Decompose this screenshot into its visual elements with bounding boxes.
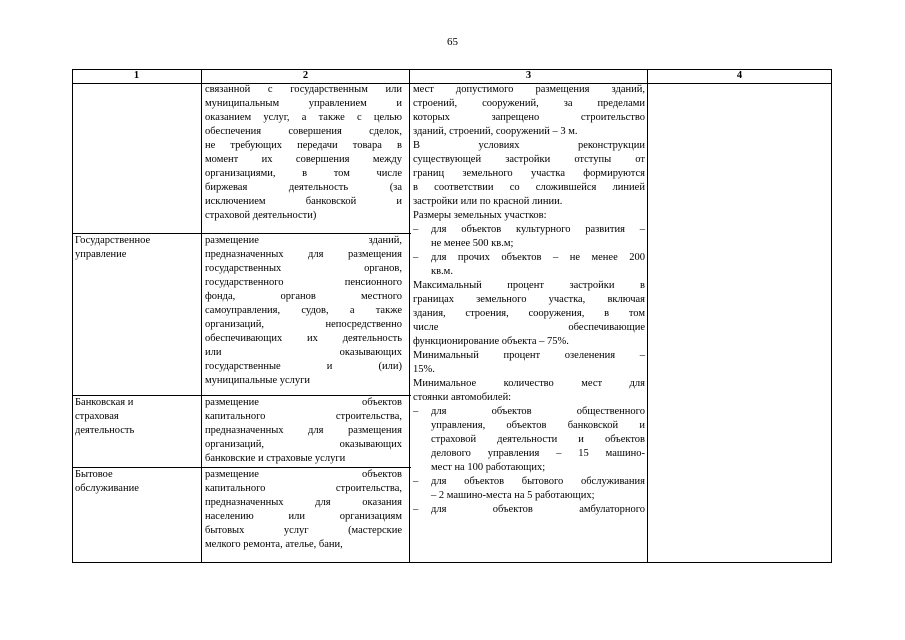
column-header-3: 3	[525, 70, 532, 81]
text-line: муниципальные услуги	[205, 375, 311, 386]
text-line: обеспечения совершения сделок,	[205, 126, 402, 137]
text-line: государственного пенсионного	[205, 277, 402, 288]
text-line: функционирование объекта – 75%.	[413, 336, 569, 347]
table-border-left	[72, 69, 73, 563]
text-line: фонда, органов местного	[205, 291, 402, 302]
text-line: для объектов культурного развития –	[431, 224, 645, 235]
dash-marker: –	[413, 406, 419, 417]
text-line: для объектов общественного	[431, 406, 645, 417]
text-line: строений, сооружений, за пределами	[413, 98, 645, 109]
text-line: 15%.	[413, 364, 435, 375]
text-line: оказанием услуг, а также с целью	[205, 112, 402, 123]
column-divider	[409, 69, 410, 563]
text-line: мелкого ремонта, ателье, бани,	[205, 539, 343, 550]
column-divider	[647, 69, 648, 563]
page-number: 65	[447, 36, 458, 48]
description-text	[205, 234, 402, 388]
text-line: в соответствии со сложившейся линией	[413, 182, 645, 193]
text-line: Минимальный процент озеленения –	[413, 350, 645, 361]
text-line: границ земельного участка формируются	[413, 168, 645, 179]
text-line: страховой деятельности)	[205, 210, 317, 221]
text-line: застройки или по красной линии.	[413, 196, 563, 207]
text-line: предназначенных для размещения	[205, 249, 402, 260]
text-line: стоянки автомобилей:	[413, 392, 512, 403]
text-line: здания, строения, сооружения, в том	[413, 308, 645, 319]
text-line: государственных органов,	[205, 263, 402, 274]
dash-marker: –	[413, 504, 419, 515]
description-text	[205, 396, 402, 466]
text-line: для объектов амбулаторного	[431, 504, 645, 515]
text-line: момент их совершения между	[205, 154, 402, 165]
text-line: мест допустимого размещения зданий,	[413, 84, 645, 95]
text-line: предназначенных для размещения	[205, 425, 402, 436]
row-name-gov: Государственное управление	[75, 235, 151, 260]
text-line: предназначенных для оказания	[205, 497, 402, 508]
regulation-table	[72, 69, 832, 563]
text-line: биржевая деятельность (за	[205, 182, 402, 193]
text-line: государственные и (или)	[205, 361, 402, 372]
text-line: которых запрещено строительство	[413, 112, 645, 123]
text-line: бытовых услуг (мастерские	[205, 525, 402, 536]
column-header-2: 2	[302, 70, 309, 81]
text-line: границах земельного участка, включая	[413, 294, 645, 305]
text-line: Минимальное количество мест для	[413, 378, 645, 389]
text-line: размещение объектов	[205, 469, 402, 480]
text-line: кв.м.	[431, 266, 453, 277]
text-line: размещение объектов	[205, 397, 402, 408]
text-line: исключением банковской и	[205, 196, 402, 207]
column-divider	[201, 69, 202, 563]
text-line: капитального строительства,	[205, 411, 402, 422]
text-line: Размеры земельных участков:	[413, 210, 547, 221]
description-text	[205, 468, 402, 552]
text-line: банковские и страховые услуги	[205, 453, 346, 464]
text-line: организаций, оказывающих	[205, 439, 402, 450]
text-line: страховой деятельности и объектов	[431, 434, 645, 445]
text-line: капитального строительства,	[205, 483, 402, 494]
text-line: или оказывающих	[205, 347, 402, 358]
table-border-bottom	[72, 562, 832, 563]
text-line: организациями, в том числе	[205, 168, 402, 179]
text-line: не требующих передачи товара в	[205, 140, 402, 151]
table-border-right	[831, 69, 832, 563]
dash-marker: –	[413, 252, 419, 263]
text-line: связанной с государственным или	[205, 84, 402, 95]
text-line: не менее 500 кв.м;	[431, 238, 514, 249]
text-line: обеспечивающих их деятельность	[205, 333, 402, 344]
text-line: зданий, строений, сооружений – 3 м.	[413, 126, 578, 137]
column-header-1: 1	[133, 70, 140, 81]
text-line: населению или организациям	[205, 511, 402, 522]
text-line: – 2 машино-места на 5 работающих;	[431, 490, 595, 501]
text-line: для прочих объектов – не менее 200	[431, 252, 645, 263]
text-line: делового управления – 15 машино-	[431, 448, 645, 459]
text-line: организаций, непосредственно	[205, 319, 402, 330]
text-line: размещение зданий,	[205, 235, 402, 246]
text-line: числе обеспечивающие	[413, 322, 645, 333]
text-line: В условиях реконструкции	[413, 140, 645, 151]
text-line: самоуправления, судов, а также	[205, 305, 402, 316]
text-line: для объектов бытового обслуживания	[431, 476, 645, 487]
dash-marker: –	[413, 224, 419, 235]
text-line: управления, объектов банковской и	[431, 420, 645, 431]
dash-marker: –	[413, 476, 419, 487]
description-text	[205, 83, 402, 223]
text-line: Максимальный процент застройки в	[413, 280, 645, 291]
text-line: существующей застройки отступы от	[413, 154, 645, 165]
row-name-household: Бытовое обслуживание	[75, 469, 139, 494]
text-line: муниципальным управлением и	[205, 98, 402, 109]
row-name-bank: Банковская и страховая деятельность	[75, 397, 135, 436]
column-header-4: 4	[736, 70, 743, 81]
text-line: мест на 100 работающих;	[431, 462, 546, 473]
